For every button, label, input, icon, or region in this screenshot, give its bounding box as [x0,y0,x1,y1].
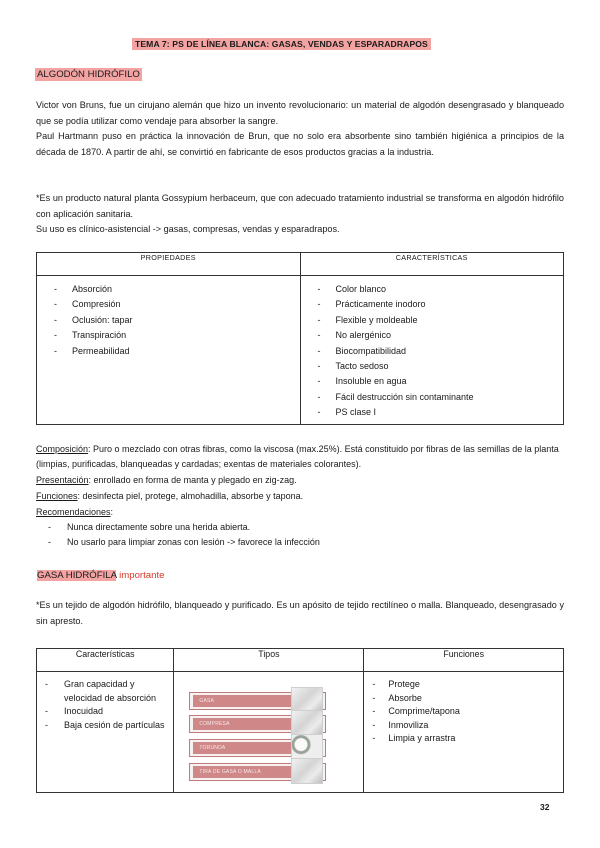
list-item: - Gran capacidad y velocidad de absorción [45,678,173,705]
list-item: - Compresión [54,297,300,312]
composicion-label: Composición [36,444,89,454]
properties-table [36,252,564,425]
list-item: - PS clase I [318,405,564,420]
paragraph-gasa: *Es un tejido de algodón hidrófilo, blanqueado y purificado. Es un apósito de tejido rectilíneo o malla. Blanqueado, desengrasado y sin apresto. [36,600,564,626]
list-item: - Comprime/tapona [372,705,563,719]
list-item: - Biocompatibilidad [318,344,564,359]
list-item: - Oclusión: tapar [54,313,300,328]
compresa-photo-icon [291,710,323,736]
presentacion-body: : enrollado en forma de manta y plegado en zig-zag. [88,475,297,485]
list-item: - Nunca directamente sobre una herida abierta. [48,520,320,535]
tipo-label: COMPRESA [199,721,230,727]
presentacion-label: Presentación [36,475,89,485]
gasa-heading-text: GASA HIDRÓFILA [37,570,117,581]
list-item: - Prácticamente inodoro [318,297,564,312]
table-header-tipos: Tipos [174,649,364,672]
tipo-tira-gasa [189,763,326,781]
tipo-label: GASA [199,698,215,704]
recomendaciones-label: Recomendaciones [36,507,111,517]
paragraph-gossypium: *Es un producto natural planta Gossypium herbaceum, que con adecuado tratamiento industrial se transforma en algodón hidrófilo con aplicación sanitaria. [36,193,564,219]
caracteristicas-list [301,276,564,421]
list-item: - Tacto sedoso [318,359,564,374]
list-item: - Color blanco [318,282,564,297]
tipo-label: TORUNDA [199,745,226,751]
gasa-caracteristicas-cell [37,672,174,793]
list-item: - Limpia y arrastra [372,732,563,746]
composicion-text [36,442,564,473]
table-header-caracteristicas: CARACTERÍSTICAS [300,253,564,276]
gasa-caracteristicas-list [37,672,173,732]
gasa-table [36,648,564,793]
list-item: - Inmoviliza [372,719,563,733]
table-header-funciones: Funciones [364,649,564,672]
presentacion-text [36,473,564,488]
list-item: - Protege [372,678,563,692]
funciones-label: Funciones [36,491,78,501]
tipo-gasa [189,692,326,710]
gasa-tipos-cell [174,672,364,793]
list-item: - No alergénico [318,328,564,343]
list-item: - Transpiración [54,328,300,343]
important-tag: importante [119,570,165,581]
list-item: - Baja cesión de partículas [45,719,173,733]
recomendaciones-colon: : [110,507,114,517]
gasa-funciones-cell [364,672,564,793]
recomendaciones-heading [36,505,564,520]
list-item: - Permeabilidad [54,344,300,359]
tipo-compresa [189,715,326,733]
caracteristicas-cell [300,276,564,425]
list-item: - Inocuidad [45,705,173,719]
paragraph-von-bruns: Victor von Bruns, fue un cirujano alemán que hizo un invento revolucionario: un material de algodón desengrasado y blanqueado que se podía utilizar como vendaje para absorber la sangre. [36,100,564,126]
funciones-body: : desinfecta piel, protege, almohadilla, absorbe y tapona. [77,491,304,501]
section-heading-gasa [35,569,166,582]
propiedades-list [37,276,300,359]
tipo-torunda [189,739,326,757]
page-title: TEMA 7: PS DE LÍNEA BLANCA: GASAS, VENDAS Y ESPARADRAPOS [132,38,431,50]
list-item: - Absorbe [372,692,563,706]
paragraph-uso: Su uso es clínico-asistencial -> gasas, compresas, vendas y esparadrapos. [36,224,340,234]
propiedades-cell [37,276,301,425]
table-header-caracteristicas: Características [37,649,174,672]
tira-gasa-photo-icon [291,758,323,784]
list-item: - Flexible y moldeable [318,313,564,328]
tipos-diagram [174,672,363,792]
tipo-label: TIRA DE GASA O MALLA [199,769,261,775]
funciones-text [36,489,564,504]
torunda-photo-icon [291,734,323,760]
gasa-funciones-list [364,672,563,746]
list-item: - Fácil destrucción sin contaminante [318,390,564,405]
table-header-propiedades: PROPIEDADES [37,253,301,276]
composicion-body: : Puro o mezclado con otras fibras, como la viscosa (max.25%). Está constituido por fibras de las semillas de la planta (limpias, purificadas, blanqueadas y cardadas; exentas de materiales colorantes). [36,444,559,470]
list-item: - Absorción [54,282,300,297]
list-item: - No usarlo para limpiar zonas con lesión -> favorece la infección [48,535,320,550]
page-number: 32 [540,802,550,812]
recomendaciones-list [36,520,320,551]
list-item: - Insoluble en agua [318,374,564,389]
paragraph-hartmann: Paul Hartmann puso en práctica la innovación de Brun, que no solo era absorbente sino también higiénica a principios de la década de 1870. A partir de ahí, se convirtió en fabricante de esos productos gracias a la industria. [36,131,564,157]
section-heading-algodon: ALGODÓN HIDRÓFILO [37,69,140,80]
